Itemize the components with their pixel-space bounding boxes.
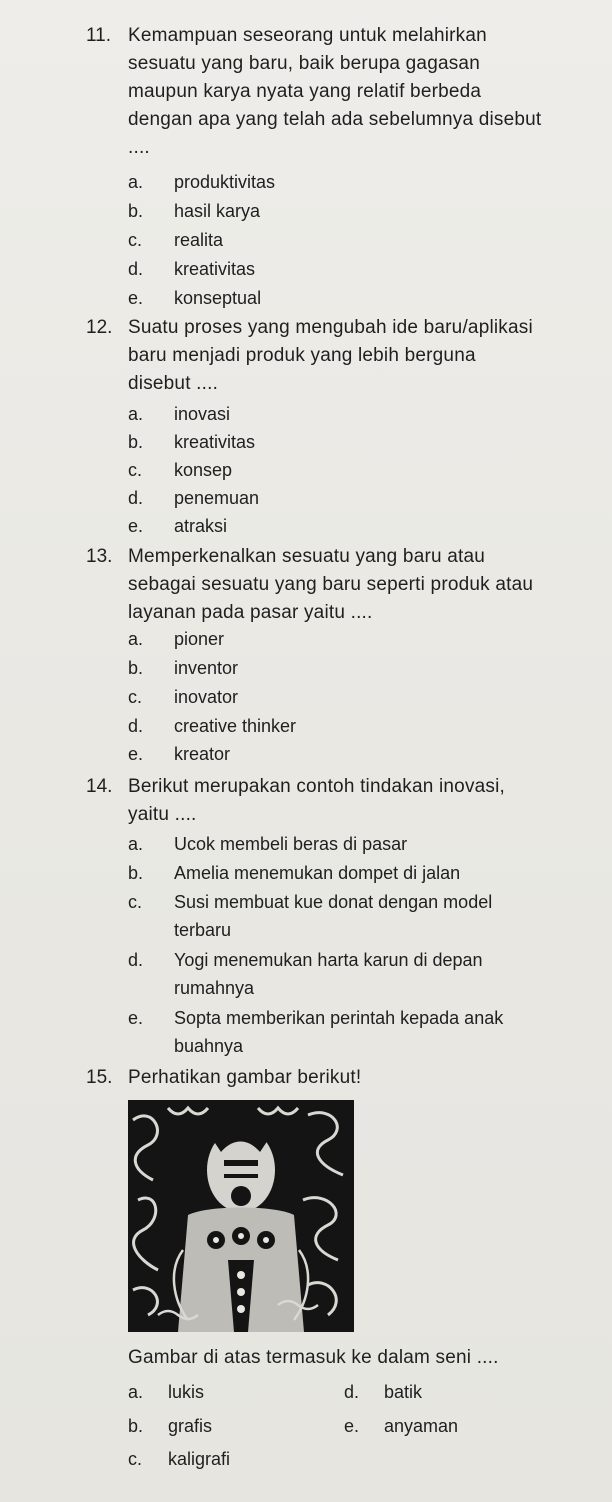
option-c-continuation: terbaru [174,920,232,940]
option-a[interactable]: a. pioner [128,629,225,649]
option-b[interactable]: b. grafis [128,1416,213,1436]
question-line: Suatu proses yang mengubah ide baru/aplikasi [128,317,533,338]
option-a[interactable]: a. Ucok membeli beras di pasar [128,834,408,854]
option-e[interactable]: e. atraksi [128,516,228,536]
option-e[interactable]: e. Sopta memberikan perintah kepada anak [128,1008,504,1028]
question-line: Berikut merupakan contoh tindakan inovasi, [128,776,506,797]
option-d-continuation: rumahnya [174,978,255,998]
question-text [128,314,598,398]
question-line: sesuatu yang baru, baik berupa gagasan [128,53,480,74]
question-line: maupun karya nyata yang relatif berbeda [128,81,482,102]
question-text-after-image: Gambar di atas termasuk ke dalam seni .... [128,1347,499,1368]
option-e[interactable]: e. konseptual [128,288,262,308]
option-a[interactable]: a. inovasi [128,404,231,424]
option-b[interactable]: b. kreativitas [128,432,256,452]
option-c[interactable]: c. kaligrafi [128,1449,231,1469]
question-text [128,543,598,627]
option-d[interactable]: d. batik [344,1382,423,1402]
option-d[interactable]: d. kreativitas [128,259,256,279]
option-b[interactable]: b. hasil karya [128,201,261,221]
question-line: Kemampuan seseorang untuk melahirkan [128,25,487,46]
question-line: baru menjadi produk yang lebih berguna [128,345,476,366]
option-c[interactable]: c. konsep [128,460,233,480]
question-line: sebagai sesuatu yang baru seperti produk atau [128,574,534,595]
option-c[interactable]: c. realita [128,230,224,250]
question-line: dengan apa yang telah ada sebelumnya disebut [128,109,542,130]
option-c[interactable]: c. Susi membuat kue donat dengan model [128,892,493,912]
question-number: 12. [86,317,113,338]
option-a[interactable]: a. lukis [128,1382,205,1402]
question-line: layanan pada pasar yaitu .... [128,602,373,623]
option-e-continuation: buahnya [174,1036,244,1056]
question-number: 13. [86,546,113,567]
question-number: 11. [86,25,112,46]
option-b[interactable]: b. Amelia menemukan dompet di jalan [128,863,461,883]
question-line: .... [128,137,150,158]
question-text [128,22,598,162]
option-c[interactable]: c. inovator [128,687,239,707]
option-d[interactable]: d. penemuan [128,488,260,508]
question-line: disebut .... [128,373,219,394]
option-e[interactable]: e. kreator [128,744,231,764]
artwork-illustration [128,1100,354,1332]
question-line: Memperkenalkan sesuatu yang baru atau [128,546,486,567]
question-line: yaitu .... [128,804,197,825]
question-number: 15. [86,1067,113,1088]
option-a[interactable]: a. produktivitas [128,172,276,192]
question-text [128,773,598,829]
question-number: 14. [86,776,113,797]
option-d[interactable]: d. Yogi menemukan harta karun di depan [128,950,483,970]
option-e[interactable]: e. anyaman [344,1416,459,1436]
batik-artwork-image [128,1100,354,1332]
option-d[interactable]: d. creative thinker [128,716,297,736]
question-line: Perhatikan gambar berikut! [128,1067,362,1088]
option-b[interactable]: b. inventor [128,658,239,678]
question-text [128,1064,598,1092]
